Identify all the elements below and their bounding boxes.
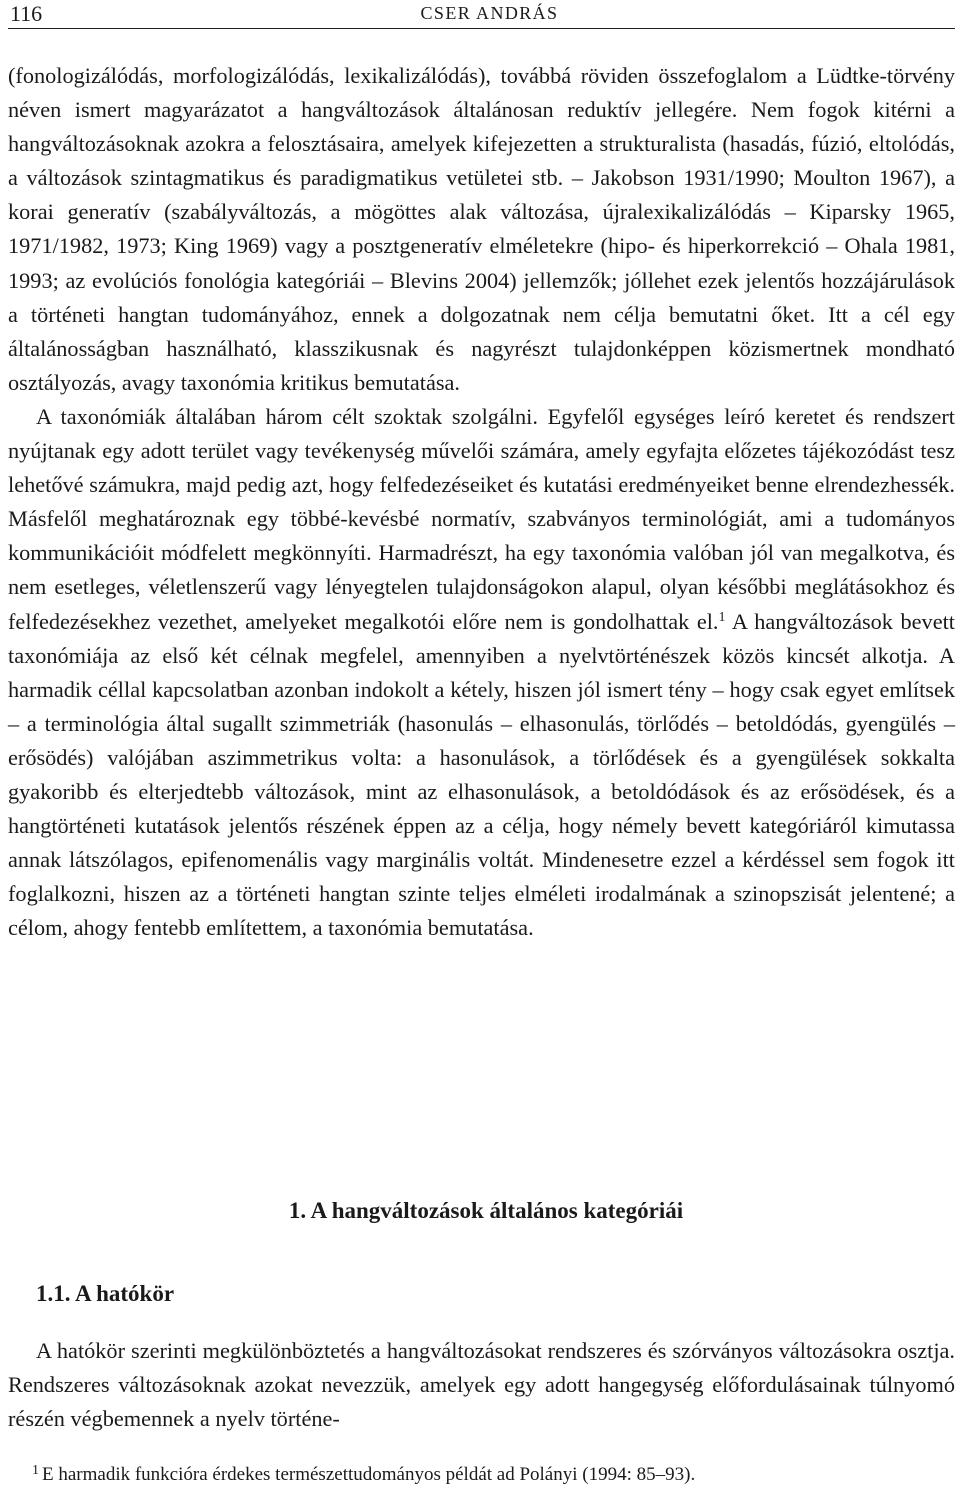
section-heading: 1. A hangváltozások általános kategóriái — [288, 1198, 684, 1223]
footnote — [8, 1458, 955, 1488]
section-body — [8, 1334, 955, 1436]
footnote-reference[interactable]: 1 — [718, 609, 726, 625]
page-number: 116 — [10, 1, 43, 26]
paragraph-2-text-b: A hangváltozások bevett taxonómiája az első két célnak megfelel, amennyiben a nyelvtörténészek közös kincsét alkotja. A harmadik céllal kapcsolatban azonban indokolt a kétely, hiszen jól ismert tény – hogy csak egyet említsek – a terminológia által sugallt szimmetriák (hasonulás – elhasonulás, törlődés – betoldódás, gyengülés – erősödés) valójában aszimmetrikus volta: a hasonulások, a törlődések és a gyengülések sokkalta gyakoribb és elterjedtebb változások, mint az elhasonulások, a betoldódások és az erősödések, és a hangtörténeti kutatások jelentős részének éppen az a célja, hogy némely bevett kategóriáról kimutassa annak látszólagos, epifenomenális vagy marginális voltát. Mindenesetre ezzel a kérdéssel sem fogok itt foglalkozni, hiszen az a történeti hangtan szinte teljes elméleti irodalmának a szinopszisát jelentené; a célom, ahogy fentebb említettem, a taxonómia bemutatása. — [8, 608, 955, 941]
footnote-text: E harmadik funkcióra érdekes természettudományos példát ad Polányi (1994: 85–93). — [42, 1464, 696, 1485]
paragraph-2 — [8, 400, 955, 946]
running-head — [8, 0, 955, 29]
paragraph-2-text-a: A taxonómiák általában három célt szoktak szolgálni. Egyfelől egységes leíró keretet és rendszert nyújtanak egy adott terület vagy tevékenység művelői számára, amely egyfajta előzetes tájékozódást tesz lehetővé számukra, majd pedig azt, hogy felfedezéseiket és kutatási eredményeiket benne elrendezhessék. Másfelől meghatároznak egy többé-kevésbé normatív, szabványos terminológiát, ami a tudományos kommunikációit módfelett megkönnyíti. Harmadrészt, ha egy taxonómia valóban jól van megalkotva, és nem esetleges, véletlenszerű vagy lényegtelen tulajdonságokon alapul, olyan későbbi meglátásokhoz és felfedezésekhez vezethet, amelyeket megalkotói előre nem is gondolhattak el. — [8, 403, 955, 634]
footnote-mark: 1 — [32, 1463, 39, 1478]
section-paragraph: A hatókör szerinti megkülönböztetés a hangváltozásokat rendszeres és szórványos változásokra osztja. Rendszeres változásoknak azokat nevezzük, amelyek egy adott hangegység előfordulásainak túlnyomó részén végbemennek a nyelv történe- — [8, 1338, 955, 1431]
running-title: CSER ANDRÁS — [420, 3, 559, 23]
subsection-heading: 1.1. A hatókör — [36, 1281, 175, 1306]
body-text — [8, 59, 955, 945]
paragraph-1: (fonologizálódás, morfologizálódás, lexikalizálódás), továbbá röviden összefoglalom a Lüdtke-törvény néven ismert magyarázatot a hangváltozások általánosan reduktív jellegére. Nem fogok kitérni a hangváltozásoknak azokra a felosztásaira, amelyek kifejezetten a strukturalista (hasadás, fúzió, eltolódás, a változások szintagmatikus és paradigmatikus vetületei stb. – Jakobson 1931/1990; Moulton 1967), a korai generatív (szabályváltozás, a mögöttes alak változása, újralexikalizálódás – Kiparsky 1965, 1971/1982, 1973; King 1969) vagy a posztgeneratív elméletekre (hipo- és hiperkorrekció – Ohala 1981, 1993; az evolúciós fonológia kategóriái – Blevins 2004) jellemzők; jóllehet ezek jelentős hozzájárulások a történeti hangtan tudományához, ennek a dolgozatnak nem célja bemutatni őket. Itt a cél egy általánosságban használható, klasszikusnak és nagyrészt tulajdonképpen közismertnek mondható osztályozás, avagy taxonómia kritikus bemutatása. — [8, 63, 955, 395]
